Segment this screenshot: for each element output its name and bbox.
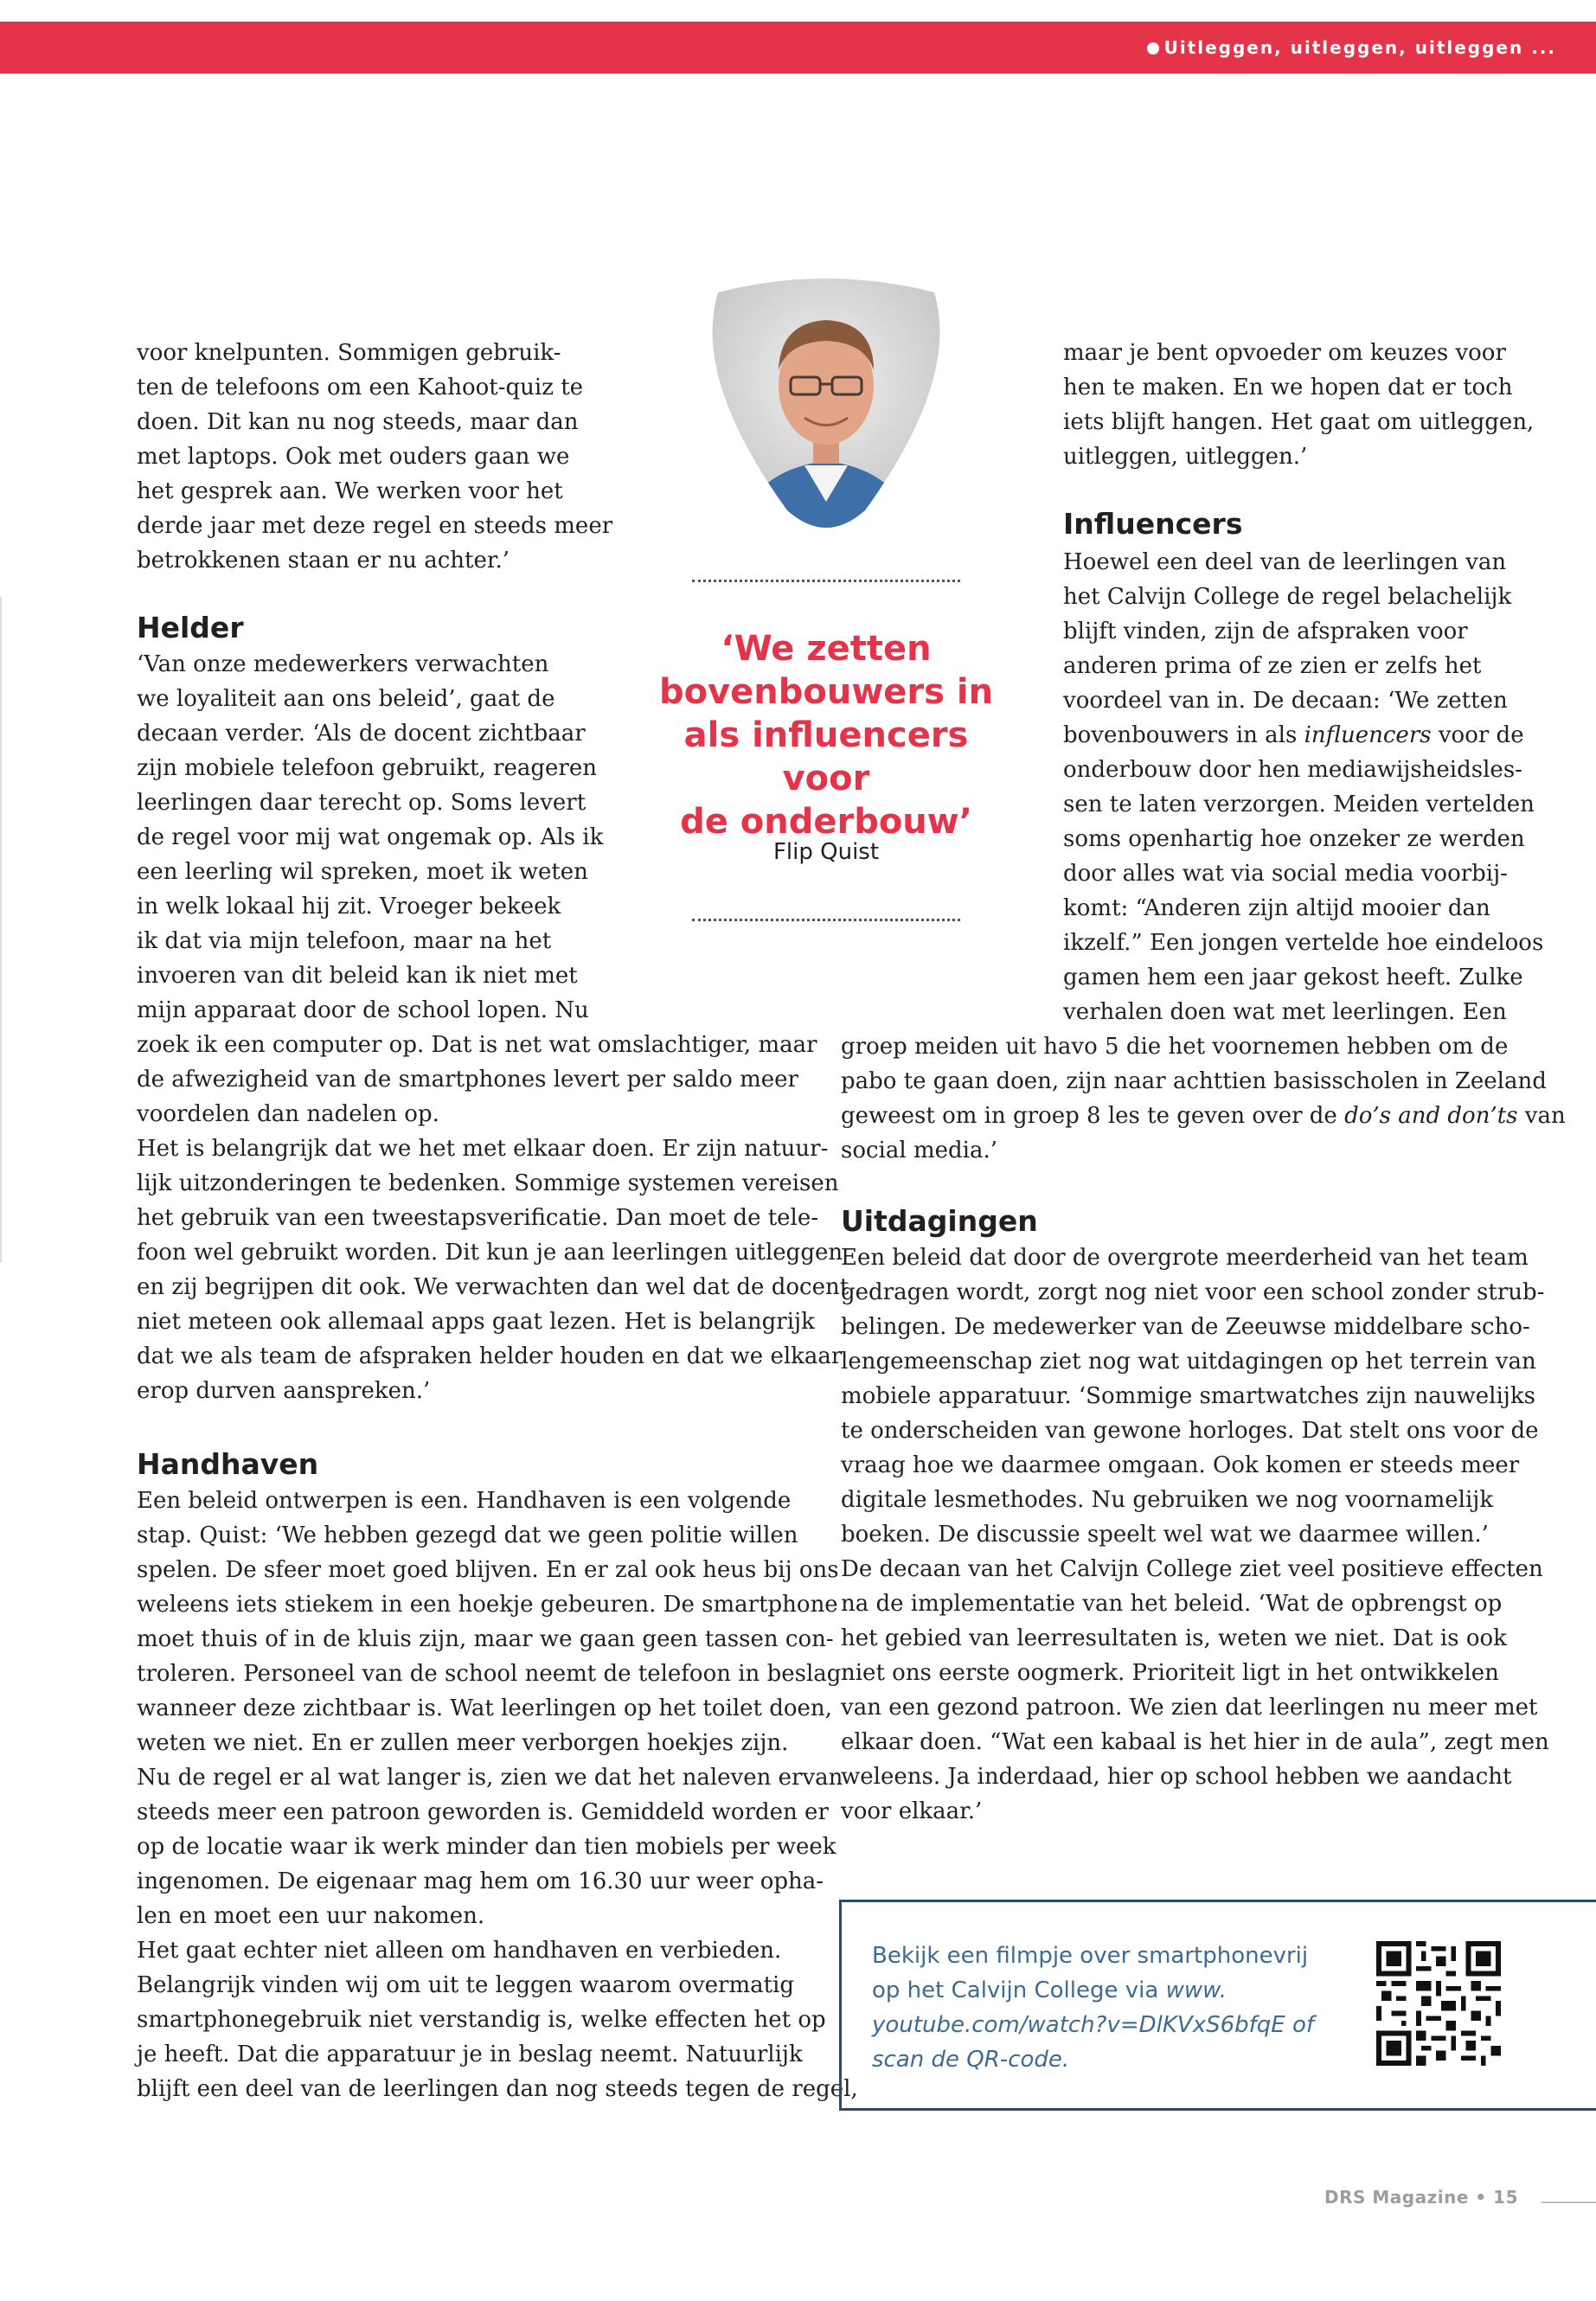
text-segment: bovenbouwers in als [1063, 722, 1304, 748]
text-line: maar je bent opvoeder om keuzes voor [1063, 340, 1506, 366]
pull-quote-line: bovenbouwers in [658, 672, 994, 712]
magazine-name: DRS Magazine [1324, 2187, 1469, 2208]
text-line: voordeel van in. De decaan: ‘We zetten [1063, 688, 1508, 714]
text-line: stap. Quist: ‘We hebben gezegd dat we geen politie willen [137, 1522, 798, 1548]
text-line: gedragen wordt, zorgt nog niet voor een school zonder strub- [841, 1279, 1545, 1305]
text-line: ten de telefoons om een Kahoot-quiz te [137, 375, 584, 401]
text-line: steeds meer een patroon geworden is. Gemiddeld worden er [137, 1799, 829, 1825]
text-line: invoeren van dit beleid kan ik niet met [137, 963, 578, 989]
text-line: lengemeenschap ziet nog wat uitdagingen op het terrein van [841, 1349, 1536, 1375]
text-line: boeken. De discussie speelt wel wat we daarmee willen.’ [841, 1522, 1489, 1548]
uitdagingen-paragraph [841, 1240, 1549, 1829]
text-line: na de implementatie van het beleid. ‘Wat de opbrengst op [841, 1591, 1503, 1617]
text-line: iets blijft hangen. Het gaat om uitleggen, [1063, 409, 1535, 435]
callout-line [872, 2008, 1356, 2042]
text-segment: voor de [1431, 722, 1524, 748]
page-footer [1324, 2187, 1518, 2208]
text-line: weleens. Ja inderdaad, hier op school hebben we aandacht [841, 1764, 1512, 1790]
video-callout-box [839, 1900, 1596, 2111]
text-line: groep meiden uit havo 5 die het voornemen hebben om de [841, 1034, 1509, 1060]
portrait-photo [701, 275, 952, 535]
text-line: hen te maken. En we hopen dat er toch [1063, 375, 1513, 401]
section-title [1147, 22, 1556, 74]
pull-quote-line: als influencers voor [683, 715, 969, 798]
text-line: wanneer deze zichtbaar is. Wat leerlingen op het toilet doen, [137, 1695, 832, 1721]
text-line: we loyaliteit aan ons beleid’, gaat de [137, 686, 555, 712]
text-line: smartphonegebruik niet verstandig is, welke effecten het op [137, 2007, 826, 2033]
text-line: derde jaar met deze regel en steeds meer [137, 513, 613, 539]
dotted-divider-bottom [692, 919, 960, 921]
text-line: mijn apparaat door de school lopen. Nu [137, 997, 589, 1023]
text-line: belingen. De medewerker van de Zeeuwse middelbare scho- [841, 1314, 1530, 1340]
callout-segment: scan de QR-code. [872, 2047, 1070, 2073]
pull-quote-author: Flip Quist [772, 839, 880, 865]
callout-line: Bekijk een filmpje over smartphonevrij [872, 1943, 1309, 1969]
text-line: sen te laten verzorgen. Meiden vertelden [1063, 792, 1535, 817]
video-callout-text [872, 1939, 1356, 2077]
right-intro-paragraph [1063, 336, 1534, 474]
text-line: erop durven aanspreken.’ [137, 1378, 431, 1404]
text-line: niet meteen ook allemaal apps gaat lezen. Het is belangrijk [137, 1309, 815, 1335]
text-line: niet ons eerste oogmerk. Prioriteit ligt in het ontwikkelen [841, 1660, 1499, 1686]
page-number: 15 [1493, 2187, 1518, 2208]
text-line: voor knelpunten. Sommigen gebruik- [137, 340, 561, 366]
text-line: blijft een deel van de leerlingen dan nog steeds tegen de regel, [137, 2076, 858, 2102]
text-line: Een beleid ontwerpen is een. Handhaven is een volgende [137, 1488, 792, 1514]
text-line: met laptops. Ook met ouders gaan we [137, 444, 570, 470]
text-segment: van [1517, 1103, 1566, 1129]
text-line: onderbouw door hen mediawijsheidsles- [1063, 757, 1522, 783]
text-line: mobiele apparatuur. ‘Sommige smartwatches zijn nauwelijks [841, 1383, 1535, 1409]
text-line: blijft vinden, zijn de afspraken voor [1063, 619, 1468, 644]
text-line: ik dat via mijn telefoon, maar na het [137, 928, 552, 954]
text-line: voordelen dan nadelen op. [137, 1101, 439, 1127]
heading-handhaven: Handhaven [137, 1447, 319, 1481]
text-line: verhalen doen wat met leerlingen. Een [1063, 999, 1507, 1025]
page-edge-line [0, 597, 2, 1263]
text-line: doen. Dit kan nu nog steeds, maar dan [137, 409, 579, 435]
text-line: komt: “Anderen zijn altijd mooier dan [1063, 895, 1490, 921]
video-link[interactable]: youtube.com/watch?v=DlKVxS6bfqE of [872, 2012, 1315, 2038]
dotted-divider-top [692, 580, 960, 582]
text-line: spelen. De sfeer moet goed blijven. En er zal ook heus bij ons [137, 1557, 839, 1583]
text-line: het gebruik van een tweestapsverificatie. Dan moet de tele- [137, 1205, 819, 1231]
text-line: de afwezigheid van de smartphones levert per saldo meer [137, 1067, 798, 1093]
callout-line [872, 2042, 1356, 2077]
bullet-dot-icon [1147, 42, 1159, 54]
text-line: in welk lokaal hij zit. Vroeger bekeek [137, 894, 561, 920]
text-line: elkaar doen. “Wat een kabaal is het hier in de aula”, zegt men [841, 1729, 1549, 1755]
text-line: zoek ik een computer op. Dat is net wat omslachtiger, maar [137, 1032, 817, 1058]
text-line: zijn mobiele telefoon gebruikt, reageren [137, 755, 597, 781]
text-segment: geweest om in groep 8 les te geven over de [841, 1103, 1345, 1129]
section-title-text: Uitleggen, uitleggen, uitleggen ... [1163, 37, 1556, 58]
text-line: van een gezond patroon. We zien dat leerlingen nu meer met [841, 1695, 1538, 1721]
pull-quote [636, 627, 1016, 843]
text-line: uitleggen, uitleggen.’ [1063, 444, 1308, 470]
text-line: door alles wat via social media voorbij- [1063, 861, 1508, 887]
text-line: het gesprek aan. We werken voor het [137, 478, 563, 504]
text-line: betrokkenen staan er nu achter.’ [137, 548, 510, 574]
text-line: Hoewel een deel van de leerlingen van [1063, 549, 1507, 575]
text-line: weleens iets stiekem in een hoekje gebeuren. De smartphone [137, 1592, 838, 1618]
text-line: het Calvijn College de regel belachelijk [1063, 584, 1512, 610]
text-line: digitale lesmethodes. Nu gebruiken we nog voornamelijk [841, 1487, 1494, 1513]
pull-quote-line: de onderbouw’ [680, 802, 972, 842]
text-line: en zij begrijpen dit ook. We verwachten dan wel dat de docent [137, 1274, 849, 1300]
text-line: vraag hoe we daarmee omgaan. Ook komen er steeds meer [841, 1452, 1520, 1478]
section-header-bar [0, 22, 1596, 74]
text-line: op de locatie waar ik werk minder dan tien mobiels per week [137, 1834, 836, 1860]
text-line: moet thuis of in de kluis zijn, maar we gaan geen tassen con- [137, 1626, 834, 1652]
text-line: foon wel gebruikt worden. Dit kun je aan leerlingen uitleggen [137, 1240, 843, 1266]
text-line: te onderscheiden van gewone horloges. Dat stelt ons voor de [841, 1418, 1539, 1444]
heading-influencers: Influencers [1063, 507, 1243, 541]
italic-term: influencers [1304, 722, 1432, 748]
influencers-paragraph-wide [841, 1029, 1566, 1168]
text-line: Een beleid dat door de overgrote meerderheid van het team [841, 1245, 1529, 1271]
text-line: decaan verder. ‘Als de docent zichtbaar [137, 721, 586, 747]
heading-helder: Helder [137, 611, 244, 644]
footer-rule [1542, 2202, 1596, 2203]
influencers-paragraph-narrow [1063, 545, 1543, 1029]
intro-paragraph [137, 336, 612, 578]
text-line: lijk uitzonderingen te bedenken. Sommige systemen vereisen [137, 1170, 839, 1196]
text-line: leerlingen daar terecht op. Soms levert [137, 790, 586, 816]
text-line [841, 1099, 1566, 1133]
italic-term: do’s and don’ts [1344, 1103, 1518, 1129]
text-line: pabo te gaan doen, zijn naar achttien basisscholen in Zeeland [841, 1068, 1547, 1094]
footer-separator: • [1475, 2187, 1487, 2208]
callout-line [872, 1973, 1356, 2008]
text-line: Nu de regel er al wat langer is, zien we dat het naleven ervan [137, 1765, 843, 1791]
qr-code-icon[interactable] [1376, 1941, 1501, 2066]
handhaven-paragraph [137, 1484, 858, 2106]
text-line: Het is belangrijk dat we het met elkaar doen. Er zijn natuur- [137, 1136, 829, 1162]
text-line: ingenomen. De eigenaar mag hem om 16.30 uur weer opha- [137, 1868, 824, 1894]
text-line: ikzelf.” Een jongen vertelde hoe eindeloos [1063, 930, 1544, 956]
video-link[interactable]: www. [1165, 1977, 1227, 2003]
text-line: Belangrijk vinden wij om uit te leggen waarom overmatig [137, 1972, 795, 1998]
text-line: len en moet een uur nakomen. [137, 1903, 485, 1929]
text-line: gamen hem een jaar gekost heeft. Zulke [1063, 965, 1523, 990]
callout-segment: op het Calvijn College via [872, 1977, 1166, 2003]
pull-quote-line: ‘We zetten [721, 629, 932, 669]
heading-uitdagingen: Uitdagingen [841, 1204, 1038, 1238]
text-line: je heeft. Dat die apparatuur je in beslag neemt. Natuurlijk [137, 2041, 803, 2067]
text-line: het gebied van leerresultaten is, weten we niet. Dat is ook [841, 1625, 1507, 1651]
text-line: ‘Van onze medewerkers verwachten [137, 651, 549, 677]
text-line: De decaan van het Calvijn College ziet veel positieve effecten [841, 1556, 1543, 1582]
text-line [1063, 718, 1543, 753]
text-line: Het gaat echter niet alleen om handhaven en verbieden. [137, 1938, 782, 1964]
text-line: troleren. Personeel van de school neemt de telefoon in beslag [137, 1661, 842, 1687]
text-line: social media.’ [841, 1138, 997, 1163]
text-line: voor elkaar.’ [841, 1798, 983, 1824]
text-line: soms openhartig hoe onzeker ze werden [1063, 826, 1525, 852]
text-line: dat we als team de afspraken helder houden en dat we elkaar [137, 1343, 843, 1369]
text-line: een leerling wil spreken, moet ik weten [137, 859, 588, 885]
text-line: anderen prima of ze zien er zelfs het [1063, 653, 1482, 679]
text-line: weten we niet. En er zullen meer verborgen hoekjes zijn. [137, 1730, 789, 1756]
text-line: de regel voor mij wat ongemak op. Als ik [137, 824, 604, 850]
